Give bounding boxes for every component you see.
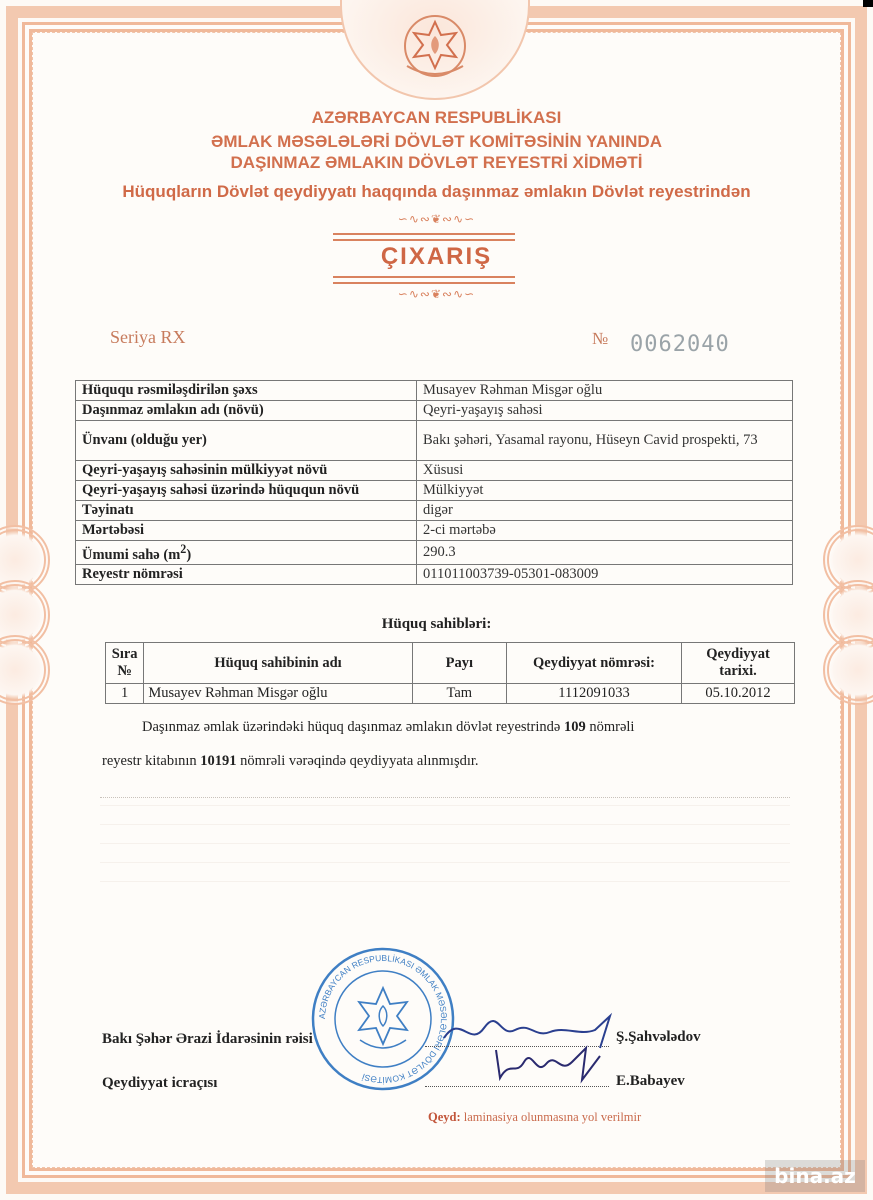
header-line-3: DAŞINMAZ ƏMLAKIN DÖVLƏT REYESTRİ XİDMƏTİ [230,153,643,172]
executor-label: Qeydiyyat icraçısı [102,1075,218,1091]
row-value: Qeyri-yaşayış sahəsi [417,401,793,421]
row-key: Reyestr nömrəsi [76,565,417,585]
official-stamp-icon [308,944,458,1094]
table-row [76,381,793,401]
row-key: Ünvanı (olduğu yer) [76,421,417,461]
executor-signature-line [425,1086,609,1087]
cell-index: 1 [106,684,144,704]
row-value: Musayev Rəhman Misgər oğlu [417,381,793,401]
row-value: Xüsusi [417,461,793,481]
row-key: Mərtəbəsi [76,521,417,541]
executor-signature-icon [490,1042,610,1084]
lamination-note [428,1110,641,1125]
row-key: Təyinatı [76,501,417,521]
row-key: Hüququ rəsmiləşdirilən şəxs [76,381,417,401]
text-run: Daşınmaz əmlak üzərindəki hüquq daşınmaz əmlakın dövlət reyestrində [142,719,564,735]
table-row [76,401,793,421]
registration-paragraph-2 [102,751,782,771]
row-value: 011011003739-05301-083009 [417,565,793,585]
rule-top [333,233,515,235]
row-key: Qeyri-yaşayış sahəsinin mülkiyyət növü [76,461,417,481]
col-header: Sıra № [106,643,144,684]
cell-reg-number: 1112091033 [506,684,681,704]
scan-corner [863,0,873,7]
note-label: Qeyd: [428,1110,461,1124]
chief-name: Ş.Şahvələdov [616,1029,701,1045]
header-subtitle: Hüquqların Dövlət qeydiyyatı haqqında daşınmaz əmlakın Dövlət reyestrindən [122,182,751,201]
ornament-bottom: ∽∿∾❦∾∿∽ [397,287,476,301]
cell-reg-date: 05.10.2012 [682,684,795,704]
owners-title: Hüquq sahibləri: [381,616,492,632]
row-value: digər [417,501,793,521]
watermark: bina.az [765,1160,865,1192]
text-run: reyestr kitabının [102,753,201,769]
row-key: Qeyri-yaşayış sahəsi üzərində hüququn növü [76,481,417,501]
text-run: nömrəli [585,719,635,735]
blank-line [100,797,790,798]
executor-name: E.Babayev [616,1073,685,1089]
table-row [76,481,793,501]
property-table [75,380,793,585]
rule-bottom [333,276,515,278]
number-sign: № [592,329,609,348]
text-run: nömrəli vərəqində qeydiyyata alınmışdır. [236,753,479,769]
row-key: Daşınmaz əmlakın adı (növü) [76,401,417,421]
row-value: Mülkiyyət [417,481,793,501]
row-key [76,541,417,565]
series-label: Seriya RX [110,327,186,347]
header-line-1: AZƏRBAYCAN RESPUBLİKASI [311,108,562,127]
chief-label: Bakı Şəhər Ərazi İdarəsinin rəisi [102,1031,313,1047]
area-unit-sup: 2 [180,542,187,557]
table-row [76,565,793,585]
coat-of-arms-icon [385,8,485,88]
table-row [106,684,795,704]
row-value: Bakı şəhəri, Yasamal rayonu, Hüseyn Cavid prospekti, 73 [417,421,793,461]
col-header: Hüquq sahibinin adı [144,643,412,684]
rule-bottom-2 [333,282,515,284]
ornament-top: ∽∿∾❦∾∿∽ [397,212,476,226]
header-line-2: ƏMLAK MƏSƏLƏLƏRİ DÖVLƏT KOMİTƏSİNİN YANINDA [211,132,662,151]
col-header: Qeydiyyat nömrəsi: [506,643,681,684]
cell-share: Tam [412,684,506,704]
owners-table [105,642,795,704]
stamp-ring-text: AZƏRBAYCAN RESPUBLİKASI ƏMLAK MƏSƏLƏLƏRİ DÖVLƏT KOMİTƏSİ [316,952,450,1086]
note-text: laminasiya olunmasına yol verilmir [460,1110,642,1124]
table-row [76,521,793,541]
area-key-end: ) [186,546,192,563]
area-key-text: Ümumi sahə (m [82,546,181,563]
table-header-row [106,643,795,684]
col-header: Qeydiyyat tarixi. [682,643,795,684]
table-row [76,461,793,481]
row-value: 2-ci mərtəbə [417,521,793,541]
rule-top-2 [333,239,515,241]
document-title: ÇIXARIŞ [380,243,493,270]
registration-paragraph-1 [102,717,782,737]
table-row [76,421,793,461]
document-number: 0062040 [630,332,730,357]
background-pattern [100,805,790,900]
row-value: 290.3 [417,541,793,565]
book-number: 109 [563,719,586,735]
page-number: 10191 [200,753,237,769]
col-header: Payı [412,643,506,684]
table-row [76,541,793,565]
table-row [76,501,793,521]
cell-owner: Musayev Rəhman Misgər oğlu [144,684,412,704]
